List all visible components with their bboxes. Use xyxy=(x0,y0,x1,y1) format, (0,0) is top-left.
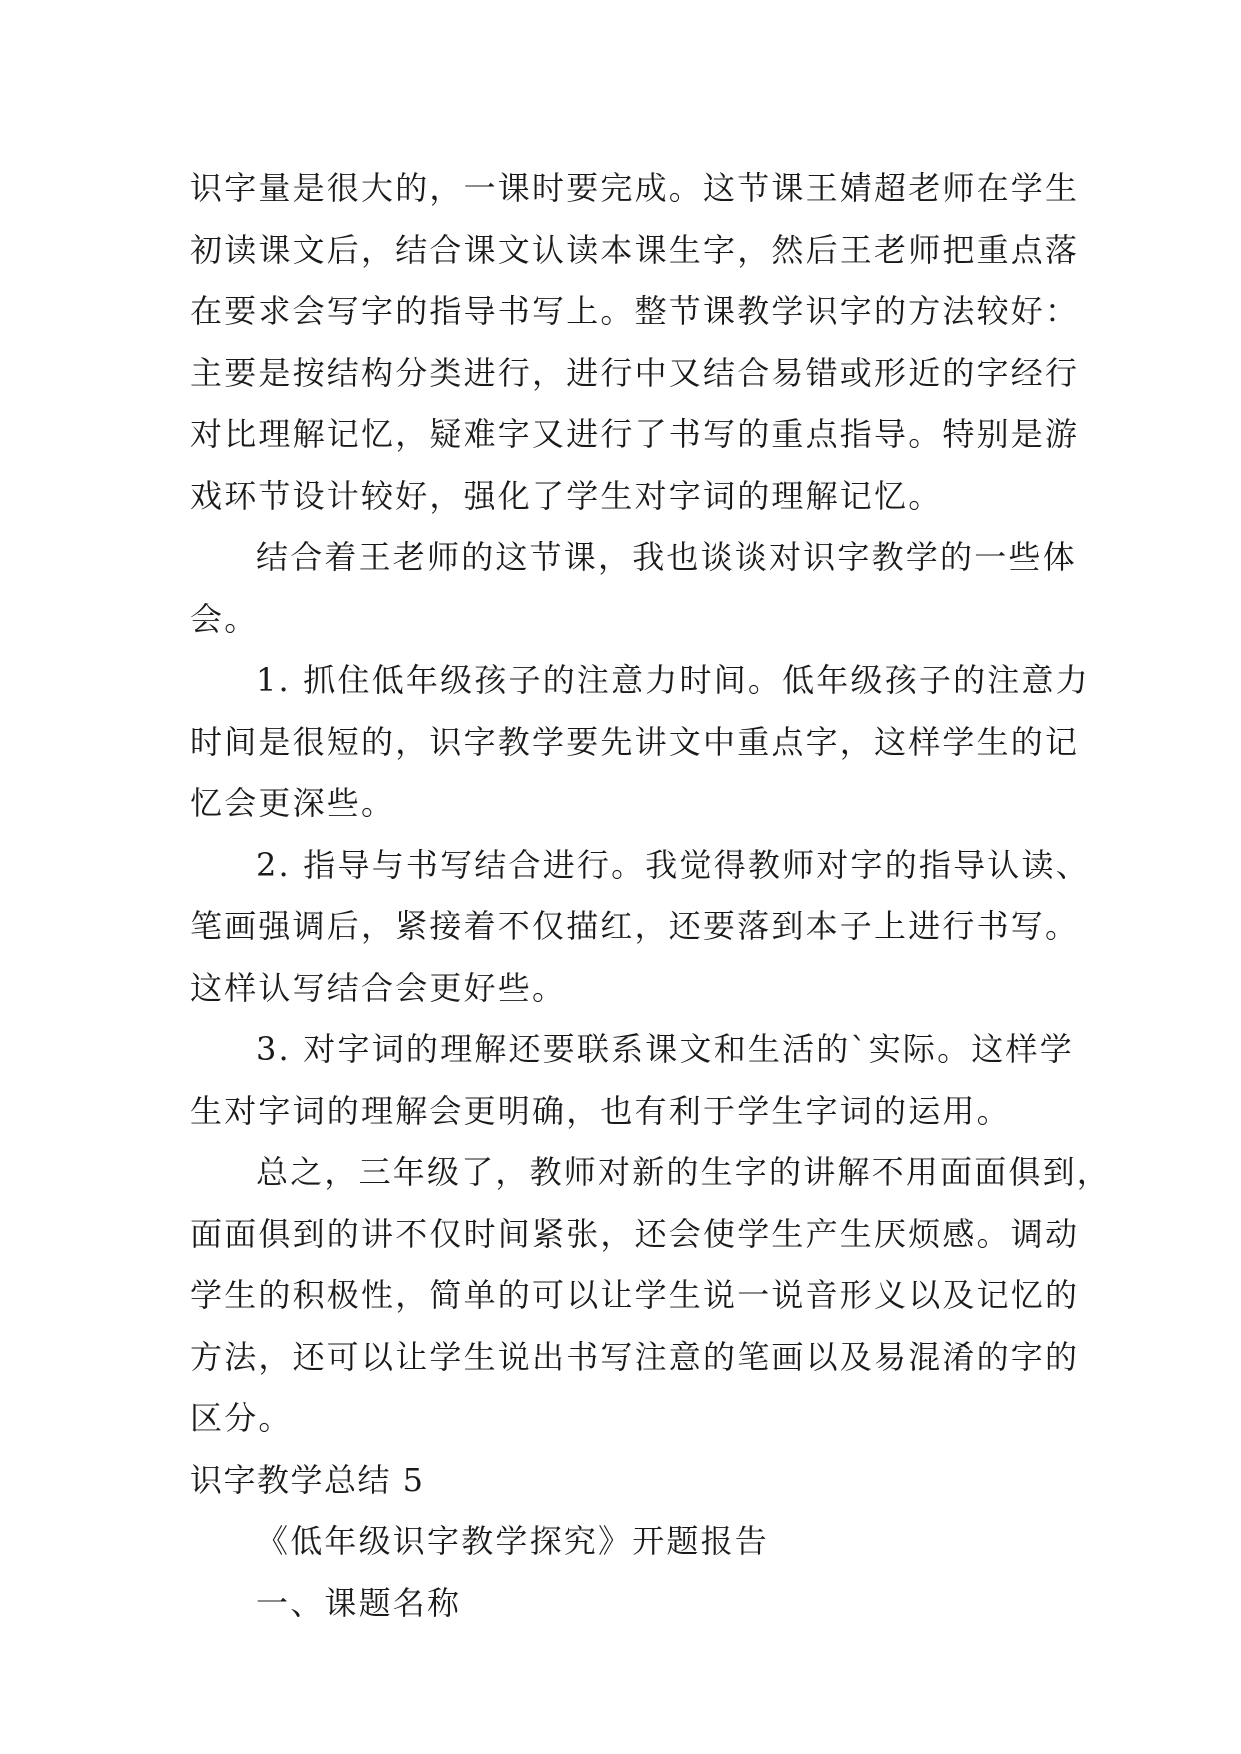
body-line: 主要是按结构分类进行，进行中又结合易错或形近的字经行 xyxy=(190,353,1080,392)
body-line: 识字量是很大的，一课时要完成。这节课王婧超老师在学生 xyxy=(190,169,1080,207)
body-line: 在要求会写字的指导书写上。整节课教学识字的方法较好： xyxy=(190,292,1080,330)
body-line: 时间是很短的，识字教学要先讲文中重点字，这样学生的记 xyxy=(190,722,1080,761)
body-line: 会。 xyxy=(190,599,259,638)
report-title: 《低年级识字教学探究》开题报告 xyxy=(256,1522,770,1560)
body-line: 区分。 xyxy=(190,1399,293,1437)
body-line: 方法，还可以让学生说出书写注意的笔画以及易混淆的字的 xyxy=(190,1337,1080,1376)
body-line: 面面俱到的讲不仅时间紧张，还会使学生产生厌烦感。调动 xyxy=(190,1214,1080,1253)
list-item-1: 1. 抓住低年级孩子的注意力时间。低年级孩子的注意力 xyxy=(256,661,1090,699)
body-line: 对比理解记忆，疑难字又进行了书写的重点指导。特别是游 xyxy=(190,415,1080,453)
section-heading: 识字教学总结 5 xyxy=(190,1460,425,1499)
subheading: 一、课题名称 xyxy=(256,1583,462,1622)
paragraph-first-line: 结合着王老师的这节课，我也谈谈对识字教学的一些体 xyxy=(256,538,1077,576)
body-line: 学生的积极性，简单的可以让学生说一说音形义以及记忆的 xyxy=(190,1276,1080,1314)
document-page xyxy=(190,158,1112,1634)
body-line: 这样认写结合会更好些。 xyxy=(190,968,567,1007)
list-item-3: 3. 对字词的理解还要联系课文和生活的`实际。这样学 xyxy=(256,1030,1074,1068)
list-item-2: 2. 指导与书写结合进行。我觉得教师对字的指导认读、 xyxy=(256,845,1090,884)
body-line: 忆会更深些。 xyxy=(190,784,396,822)
body-line: 初读课文后，结合课文认读本课生字，然后王老师把重点落 xyxy=(190,230,1080,269)
body-line: 笔画强调后，紧接着不仅描红，还要落到本子上进行书写。 xyxy=(190,907,1080,945)
body-line: 戏环节设计较好，强化了学生对字词的理解记忆。 xyxy=(190,476,943,515)
paragraph-first-line: 总之，三年级了，教师对新的生字的讲解不用面面俱到， xyxy=(256,1153,1112,1191)
body-line: 生对字词的理解会更明确，也有利于学生字词的运用。 xyxy=(190,1091,1011,1130)
